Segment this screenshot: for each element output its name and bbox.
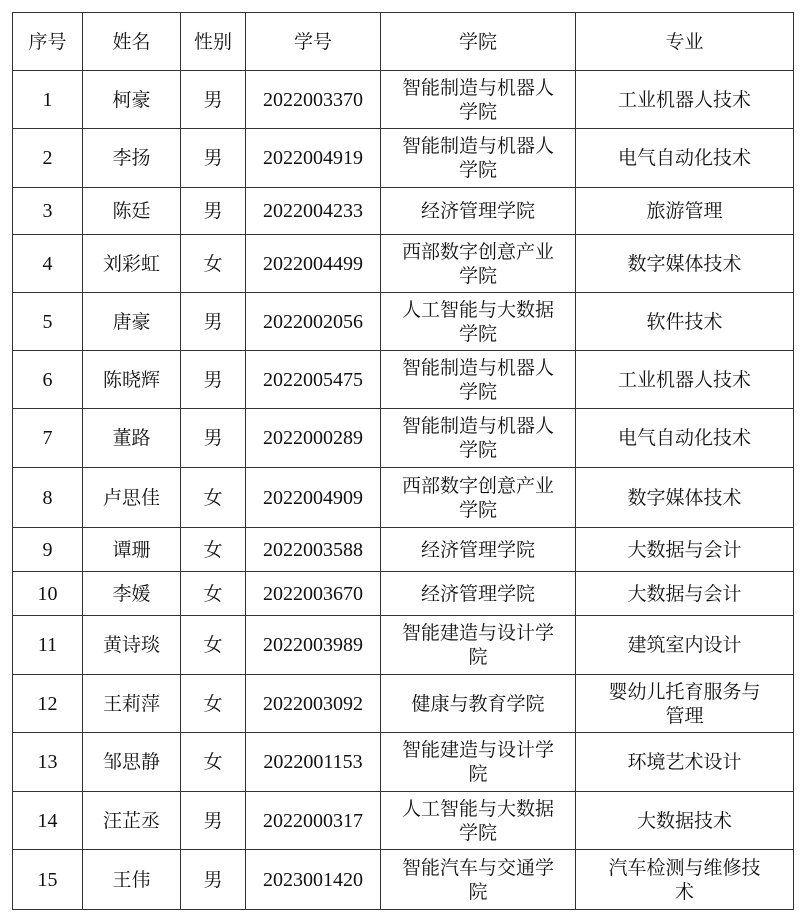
student-name-cell xyxy=(83,733,181,792)
gender-cell xyxy=(181,468,246,528)
table-row xyxy=(13,351,794,409)
student-id-cell xyxy=(246,409,381,468)
table-row xyxy=(13,468,794,528)
major-cell xyxy=(576,733,794,792)
row-number-cell xyxy=(13,235,83,293)
gender: 女 xyxy=(203,692,223,715)
college-cell xyxy=(381,792,576,850)
major: 大数据与会计 xyxy=(627,538,742,561)
row-number-cell xyxy=(13,409,83,468)
gender: 女 xyxy=(203,582,223,605)
header-major: 专业 xyxy=(576,13,794,71)
major: 工业机器人技术 xyxy=(617,368,751,391)
college: 西部数字创意产业学院 xyxy=(401,474,554,521)
row-number: 9 xyxy=(42,538,53,561)
college: 西部数字创意产业学院 xyxy=(401,240,554,287)
table-row xyxy=(13,293,794,351)
college: 智能制造与机器人学院 xyxy=(401,356,554,403)
major-cell xyxy=(576,235,794,293)
gender: 女 xyxy=(203,751,223,773)
major-cell xyxy=(576,572,794,616)
major-cell xyxy=(576,351,794,409)
college: 人工智能与大数据学院 xyxy=(401,298,554,345)
row-number: 6 xyxy=(42,368,53,391)
table-row xyxy=(13,188,794,235)
row-number: 10 xyxy=(37,582,58,605)
major: 建筑室内设计 xyxy=(627,634,742,656)
table-row xyxy=(13,235,794,293)
student-name: 邹思静 xyxy=(102,751,160,773)
gender: 女 xyxy=(203,252,223,275)
table-row xyxy=(13,528,794,572)
student-id-cell xyxy=(246,71,381,129)
header-row xyxy=(13,13,794,71)
student-id: 2022003092 xyxy=(263,692,363,715)
header-college: 学院 xyxy=(381,13,576,71)
college-cell xyxy=(381,616,576,675)
student-id: 2022004233 xyxy=(263,200,363,222)
table-row xyxy=(13,792,794,850)
major-cell xyxy=(576,468,794,528)
student-name-cell xyxy=(83,572,181,616)
gender-cell xyxy=(181,528,246,572)
gender-cell xyxy=(181,71,246,129)
gender-cell xyxy=(181,293,246,351)
header-no: 序号 xyxy=(13,13,83,71)
major-cell xyxy=(576,129,794,188)
major: 数字媒体技术 xyxy=(627,252,742,275)
gender-cell xyxy=(181,409,246,468)
student-id: 2022004909 xyxy=(263,486,363,509)
college: 智能制造与机器人学院 xyxy=(401,76,554,123)
major: 数字媒体技术 xyxy=(627,486,742,509)
major-cell xyxy=(576,792,794,850)
row-number: 14 xyxy=(37,809,58,832)
college-cell xyxy=(381,351,576,409)
major: 电气自动化技术 xyxy=(617,147,751,169)
student-name: 李扬 xyxy=(112,147,151,169)
student-name: 黄诗琰 xyxy=(102,634,160,656)
row-number-cell xyxy=(13,468,83,528)
student-name: 卢思佳 xyxy=(102,486,160,509)
college-cell xyxy=(381,675,576,733)
row-number: 5 xyxy=(42,310,53,333)
student-name: 谭珊 xyxy=(112,538,151,561)
row-number-cell xyxy=(13,572,83,616)
gender-cell xyxy=(181,850,246,910)
student-name-cell xyxy=(83,409,181,468)
row-number-cell xyxy=(13,71,83,129)
major-cell xyxy=(576,71,794,129)
major: 大数据与会计 xyxy=(627,582,742,605)
major: 汽车检测与维修技术 xyxy=(608,856,761,903)
gender-cell xyxy=(181,351,246,409)
college-cell xyxy=(381,409,576,468)
student-name: 柯豪 xyxy=(112,88,151,111)
gender-cell xyxy=(181,675,246,733)
major-cell xyxy=(576,409,794,468)
table-row xyxy=(13,850,794,910)
row-number: 8 xyxy=(42,486,53,509)
college-cell xyxy=(381,293,576,351)
row-number: 13 xyxy=(37,751,58,773)
table-row xyxy=(13,409,794,468)
gender-cell xyxy=(181,188,246,235)
student-name-cell xyxy=(83,188,181,235)
student-name-cell xyxy=(83,129,181,188)
gender: 男 xyxy=(203,310,223,333)
college: 人工智能与大数据学院 xyxy=(401,797,554,844)
student-id-cell xyxy=(246,572,381,616)
gender: 男 xyxy=(203,868,223,891)
gender-cell xyxy=(181,792,246,850)
student-name-cell xyxy=(83,850,181,910)
row-number: 1 xyxy=(42,88,53,111)
major: 工业机器人技术 xyxy=(617,88,751,111)
college: 经济管理学院 xyxy=(420,582,535,605)
student-id: 2022003670 xyxy=(263,582,363,605)
student-id-cell xyxy=(246,675,381,733)
row-number-cell xyxy=(13,129,83,188)
college-cell xyxy=(381,572,576,616)
row-number-cell xyxy=(13,351,83,409)
college: 智能建造与设计学院 xyxy=(401,739,554,785)
gender: 男 xyxy=(203,88,223,111)
student-id-cell xyxy=(246,850,381,910)
student-name-cell xyxy=(83,293,181,351)
student-name-cell xyxy=(83,616,181,675)
student-name-cell xyxy=(83,792,181,850)
table-row xyxy=(13,616,794,675)
student-name: 李媛 xyxy=(112,582,151,605)
college: 经济管理学院 xyxy=(420,538,535,561)
row-number-cell xyxy=(13,675,83,733)
student-id-cell xyxy=(246,468,381,528)
header-id: 学号 xyxy=(246,13,381,71)
major: 环境艺术设计 xyxy=(627,751,742,773)
student-id-cell xyxy=(246,351,381,409)
row-number: 15 xyxy=(37,868,58,891)
college: 健康与教育学院 xyxy=(411,692,545,715)
gender: 女 xyxy=(203,538,223,561)
row-number: 12 xyxy=(37,692,58,715)
table-row xyxy=(13,733,794,792)
college-cell xyxy=(381,188,576,235)
student-id: 2022003370 xyxy=(263,88,363,111)
gender-cell xyxy=(181,235,246,293)
row-number-cell xyxy=(13,293,83,351)
student-name: 刘彩虹 xyxy=(102,252,160,275)
gender: 男 xyxy=(203,368,223,391)
student-name-cell xyxy=(83,468,181,528)
student-id-cell xyxy=(246,129,381,188)
row-number-cell xyxy=(13,733,83,792)
student-id: 2022004919 xyxy=(263,147,363,169)
table-row xyxy=(13,675,794,733)
student-name-cell xyxy=(83,235,181,293)
major: 旅游管理 xyxy=(646,200,723,222)
gender: 男 xyxy=(203,200,223,222)
gender-cell xyxy=(181,129,246,188)
table-row xyxy=(13,129,794,188)
student-name: 王伟 xyxy=(112,868,151,891)
college: 经济管理学院 xyxy=(420,200,535,222)
college: 智能制造与机器人学院 xyxy=(401,415,554,461)
student-id: 2023001420 xyxy=(263,868,363,891)
row-number-cell xyxy=(13,616,83,675)
college: 智能汽车与交通学院 xyxy=(401,856,554,903)
table-row xyxy=(13,572,794,616)
college-cell xyxy=(381,733,576,792)
major-cell xyxy=(576,188,794,235)
college-cell xyxy=(381,71,576,129)
student-id: 2022001153 xyxy=(263,751,363,773)
student-id: 2022000317 xyxy=(263,809,363,832)
student-name-cell xyxy=(83,71,181,129)
student-id-cell xyxy=(246,528,381,572)
row-number-cell xyxy=(13,188,83,235)
student-id-cell xyxy=(246,235,381,293)
student-id-cell xyxy=(246,293,381,351)
student-name-cell xyxy=(83,675,181,733)
student-name-cell xyxy=(83,528,181,572)
row-number: 3 xyxy=(42,200,53,222)
gender: 男 xyxy=(203,809,223,832)
major-cell xyxy=(576,293,794,351)
student-name: 陈晓辉 xyxy=(102,368,160,391)
major: 婴幼儿托育服务与管理 xyxy=(608,680,761,727)
row-number: 7 xyxy=(42,427,53,449)
student-id: 2022004499 xyxy=(263,252,363,275)
student-id: 2022005475 xyxy=(263,368,363,391)
gender: 女 xyxy=(203,634,223,656)
major: 软件技术 xyxy=(646,310,723,333)
student-name: 汪芷丞 xyxy=(102,809,160,832)
student-id: 2022003989 xyxy=(263,634,363,656)
student-table xyxy=(12,12,794,910)
major-cell xyxy=(576,850,794,910)
gender-cell xyxy=(181,733,246,792)
gender: 女 xyxy=(203,486,223,509)
college: 智能建造与设计学院 xyxy=(401,622,554,668)
row-number: 11 xyxy=(37,634,58,656)
college-cell xyxy=(381,850,576,910)
student-id: 2022002056 xyxy=(263,310,363,333)
gender-cell xyxy=(181,572,246,616)
major-cell xyxy=(576,616,794,675)
gender: 男 xyxy=(203,427,223,449)
header-gender: 性别 xyxy=(181,13,246,71)
row-number: 2 xyxy=(42,147,53,169)
row-number-cell xyxy=(13,792,83,850)
gender: 男 xyxy=(203,147,223,169)
row-number-cell xyxy=(13,528,83,572)
student-id-cell xyxy=(246,188,381,235)
student-id: 2022000289 xyxy=(263,427,363,449)
student-name: 陈廷 xyxy=(112,200,151,222)
major: 大数据技术 xyxy=(636,809,732,832)
major: 电气自动化技术 xyxy=(617,427,751,449)
student-name-cell xyxy=(83,351,181,409)
student-id-cell xyxy=(246,616,381,675)
student-id-cell xyxy=(246,792,381,850)
row-number: 4 xyxy=(42,252,53,275)
student-id: 2022003588 xyxy=(263,538,363,561)
student-id-cell xyxy=(246,733,381,792)
student-name: 王莉萍 xyxy=(102,692,160,715)
college-cell xyxy=(381,468,576,528)
student-name: 董路 xyxy=(112,427,151,449)
student-name: 唐豪 xyxy=(112,310,151,333)
table-row xyxy=(13,71,794,129)
college-cell xyxy=(381,528,576,572)
college: 智能制造与机器人学院 xyxy=(401,135,554,181)
college-cell xyxy=(381,129,576,188)
header-name: 姓名 xyxy=(83,13,181,71)
college-cell xyxy=(381,235,576,293)
major-cell xyxy=(576,675,794,733)
major-cell xyxy=(576,528,794,572)
row-number-cell xyxy=(13,850,83,910)
gender-cell xyxy=(181,616,246,675)
